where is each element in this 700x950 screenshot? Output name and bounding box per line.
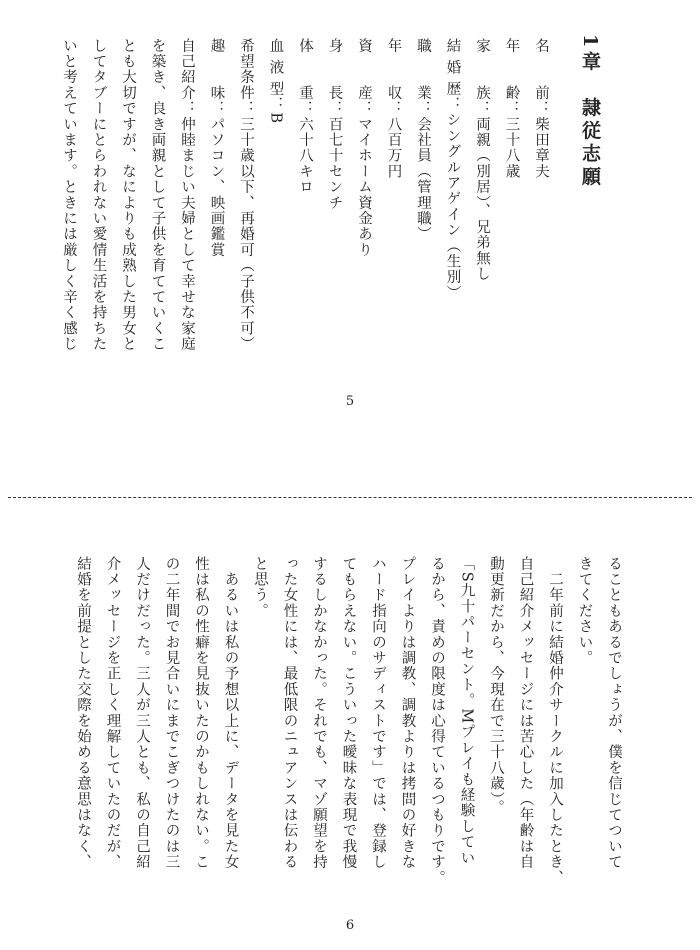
text-line: 体 重：六十八キロ xyxy=(297,38,313,195)
text-line: 年 収：八百万円 xyxy=(385,38,402,180)
text-line: してタブーにとらわれない愛情生活を持ちた xyxy=(90,38,107,352)
text-line: てもらえない。こういった曖昧な表現で我慢 xyxy=(340,556,357,870)
text-line: 資 産：マイホーム資金あり xyxy=(356,38,372,258)
text-line: を築き、良き両親として子供を育てていくこ xyxy=(149,38,166,352)
text-line: 趣 味：パソコン、映画鑑賞 xyxy=(208,38,225,258)
text-line: 家 族：両親（別居）、兄弟無し xyxy=(474,38,490,282)
text-line: プレイよりは調教、調教よりは拷問の好きな xyxy=(399,556,416,870)
text-line: 職 業：会社員（管理職） xyxy=(415,38,431,243)
text-line: 人だけだった。三人が三人とも、私の自己紹 xyxy=(134,556,150,870)
text-line: 「S九十パーセント。Mプレイも経験してい xyxy=(458,556,475,866)
text-line: 自己紹介：仲睦まじい夫婦として幸せな家庭 xyxy=(179,38,195,352)
text-line: あるいは私の予想以上に、データを見た女 xyxy=(222,556,239,870)
profile-text xyxy=(54,38,556,352)
text-line: 身 長：百七十センチ xyxy=(326,38,343,211)
text-line: きてください。 xyxy=(576,556,593,666)
text-line: 二年前に結婚仲介サークルに加入したとき、 xyxy=(547,556,563,886)
text-line: 自己紹介メッセージには苦心した（年齢は自 xyxy=(517,556,534,870)
text-line: するしかなかった。それでも、マゾ願望を持 xyxy=(311,556,327,870)
text-line: った女性には、最低限のニュアンスは伝わる xyxy=(281,556,298,870)
text-line: 希望条件：三十歳以下、再婚可（子供不可） xyxy=(238,38,254,352)
text-line: 血 液 型：B xyxy=(267,38,284,125)
text-line: の二年間でお見合いにまでこぎつけたのは三 xyxy=(163,556,180,870)
text-line: 結 婚 歴：シングルアゲイン（生別） xyxy=(444,38,461,301)
page-divider xyxy=(8,497,692,498)
page-number: 5 xyxy=(345,394,355,409)
text-line: 介メッセージを正しく理解していたのだが、 xyxy=(104,556,121,870)
text-line: 名 前：柴田章夫 xyxy=(533,38,549,180)
text-line: ることもあるでしょうが、僕を信じてついて xyxy=(606,556,622,870)
text-line: 動更新だから、今現在で三十八歳）。 xyxy=(488,556,504,816)
chapter-title: 1章 隷従志願 xyxy=(579,34,601,190)
text-line: とも大切ですが、なによりも成熟した男女と xyxy=(120,38,136,352)
text-line: 年 齢：三十八歳 xyxy=(503,38,520,180)
text-line: いと考えています。ときには厳しく辛く感じ xyxy=(61,38,77,352)
page-number: 6 xyxy=(345,918,355,933)
text-line: ハード指向のサディストです」では、登録し xyxy=(370,556,386,870)
body-text xyxy=(68,556,629,886)
text-line: と思う。 xyxy=(252,556,268,619)
text-line: るから、責めの限度は心得ているつもりです。 xyxy=(429,556,445,886)
text-line: 結婚を前提とした交際を始める意思はなく、 xyxy=(75,556,91,870)
text-line: 性は私の性癖を見抜いたのかもしれない。こ xyxy=(193,556,209,870)
